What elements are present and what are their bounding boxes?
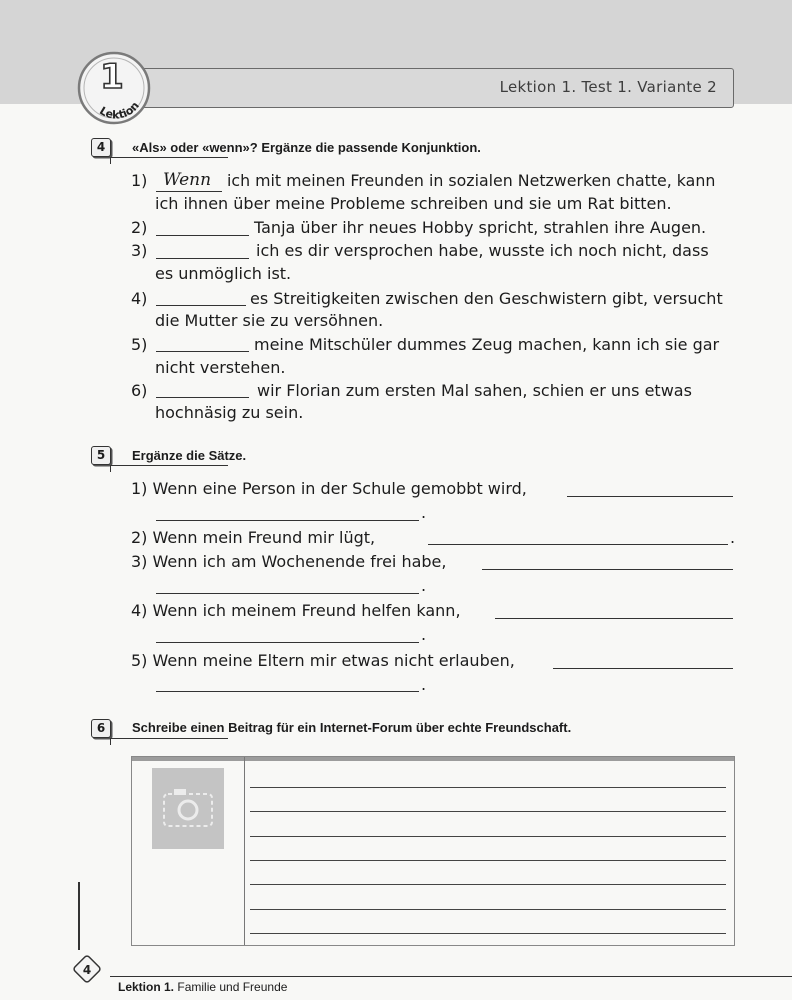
writing-line[interactable]	[250, 933, 726, 934]
page-number	[73, 955, 101, 983]
task-5-instruction: Ergänze die Sätze.	[132, 448, 247, 463]
task-6-instruction: Schreibe einen Beitrag für ein Internet-Forum über echte Freundschaft.	[132, 720, 572, 735]
badge-number: 1	[100, 57, 124, 97]
answer-blank[interactable]	[428, 544, 728, 545]
answer-blank[interactable]	[156, 520, 419, 521]
answer-blank[interactable]	[156, 593, 419, 594]
answer-blank[interactable]	[156, 305, 246, 306]
answer-blank[interactable]	[495, 618, 733, 619]
svg-text:4: 4	[82, 963, 92, 977]
lektion-badge	[76, 48, 152, 126]
writing-line[interactable]	[250, 884, 726, 885]
task-6-number: 6	[91, 719, 111, 738]
answer-blank[interactable]	[156, 258, 249, 259]
answer-blank[interactable]	[156, 191, 222, 192]
answer-blank[interactable]	[553, 668, 733, 669]
answer-blank[interactable]	[156, 235, 249, 236]
writing-line[interactable]	[250, 836, 726, 837]
badge-label: Lektion	[97, 99, 142, 122]
forum-post-box	[131, 756, 735, 946]
task-4-number: 4	[91, 138, 111, 157]
answer-blank[interactable]	[567, 496, 733, 497]
item-number: 1)	[131, 171, 148, 190]
handwritten-answer: Wenn	[163, 170, 212, 190]
header-box	[128, 68, 734, 108]
footer-subtitle: Familie und Freunde	[177, 980, 288, 994]
answer-blank[interactable]	[156, 351, 249, 352]
answer-blank[interactable]	[156, 642, 419, 643]
answer-blank[interactable]	[482, 569, 733, 570]
writing-line[interactable]	[250, 909, 726, 910]
writing-line[interactable]	[250, 860, 726, 861]
answer-blank[interactable]	[156, 397, 249, 398]
answer-blank[interactable]	[156, 691, 419, 692]
footer-lesson: Lektion 1.	[118, 980, 175, 994]
avatar	[152, 768, 224, 849]
task-5-number: 5	[91, 446, 111, 465]
writing-line[interactable]	[250, 787, 726, 788]
page-title: Lektion 1. Test 1. Variante 2	[499, 78, 717, 96]
writing-line[interactable]	[250, 811, 726, 812]
footer-text	[118, 980, 287, 994]
task-4-instruction: «Als» oder «wenn»? Ergänze die passende Konjunktion.	[132, 140, 481, 155]
